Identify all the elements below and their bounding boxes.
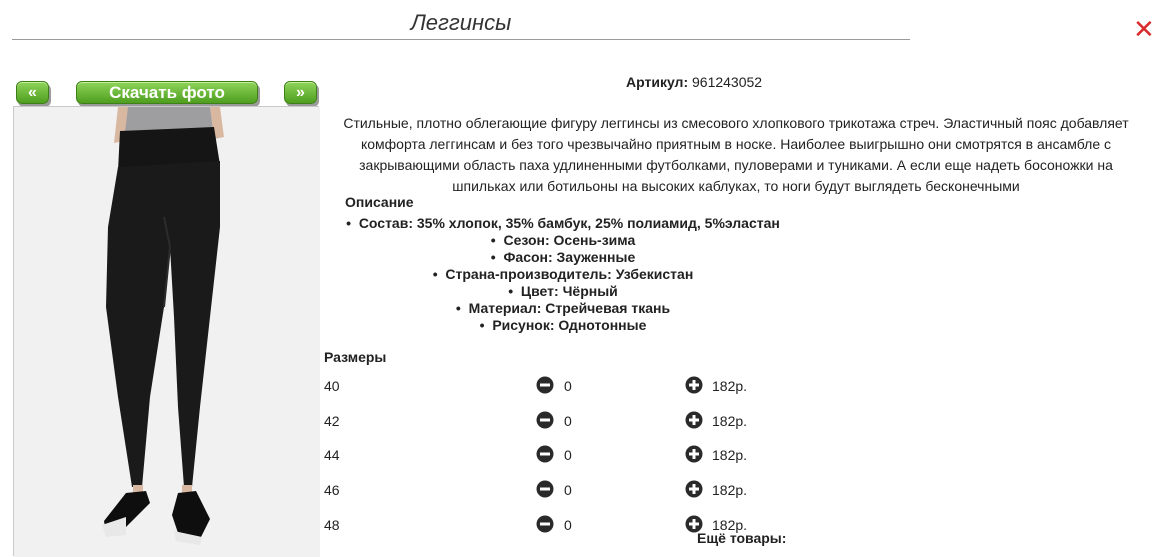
article-label: Артикул: — [626, 74, 689, 90]
product-photo[interactable] — [13, 106, 319, 556]
property-item: • Цвет: Чёрный — [345, 283, 781, 300]
minus-icon[interactable] — [536, 445, 554, 463]
plus-icon[interactable] — [685, 376, 703, 394]
price-value: 182р. — [712, 413, 748, 429]
size-row — [324, 376, 784, 396]
quantity-value: 0 — [564, 413, 572, 429]
price-value: 182р. — [712, 482, 748, 498]
property-item: • Состав: 35% хлопок, 35% бамбук, 25% полиамид, 5%эластан — [345, 215, 781, 232]
size-row — [324, 480, 784, 500]
product-photo-image — [14, 107, 320, 557]
size-value: 48 — [324, 517, 340, 533]
property-item: • Рисунок: Однотонные — [345, 317, 781, 334]
plus-icon[interactable] — [685, 445, 703, 463]
sizes-heading: Размеры — [324, 349, 387, 365]
page-title: Леггинсы — [12, 8, 910, 40]
size-value: 46 — [324, 482, 340, 498]
more-goods-heading: Ещё товары: — [697, 530, 787, 546]
size-value: 42 — [324, 413, 340, 429]
price-value: 182р. — [712, 517, 748, 533]
plus-icon[interactable] — [685, 411, 703, 429]
property-item: • Материал: Стрейчевая ткань — [345, 300, 781, 317]
property-item: • Страна-производитель: Узбекистан — [345, 266, 781, 283]
plus-icon[interactable] — [685, 480, 703, 498]
property-list — [345, 215, 781, 334]
download-photo-button[interactable]: Скачать фото — [76, 81, 258, 104]
description-heading: Описание — [345, 194, 414, 210]
minus-icon[interactable] — [536, 376, 554, 394]
quantity-value: 0 — [564, 517, 572, 533]
price-value: 182р. — [712, 378, 748, 394]
article-value: 961243052 — [692, 74, 763, 90]
prev-photo-button[interactable]: « — [16, 81, 49, 104]
quantity-value: 0 — [564, 378, 572, 394]
size-row — [324, 411, 784, 431]
size-row — [324, 445, 784, 465]
sizes-list — [324, 376, 794, 531]
minus-icon[interactable] — [536, 480, 554, 498]
property-item: • Фасон: Зауженные — [345, 249, 781, 266]
quantity-value: 0 — [564, 447, 572, 463]
price-value: 182р. — [712, 447, 748, 463]
quantity-value: 0 — [564, 482, 572, 498]
size-value: 40 — [324, 378, 340, 394]
minus-icon[interactable] — [536, 411, 554, 429]
product-description: Стильные, плотно облегающие фигуру леггинсы из смесового хлопкового трикотажа стреч. Эластичный пояс добавляет комфорта леггинсам и без того чрезвычайно приятным в носке. Наиболее выигрышно они смотрятся в ансамбле с закрывающими область паха удлиненными футболками, пуловерами и туниками. А если еще надеть босоножки на шпильках или ботильоны на высоких каблуках, то ноги будут выглядеть бесконечными — [343, 115, 1129, 194]
next-photo-button[interactable]: » — [284, 81, 317, 104]
article-number — [626, 74, 846, 90]
minus-icon[interactable] — [536, 515, 554, 533]
property-item: • Сезон: Осень-зима — [345, 232, 781, 249]
close-icon[interactable]: ✕ — [1133, 14, 1155, 44]
size-value: 44 — [324, 447, 340, 463]
